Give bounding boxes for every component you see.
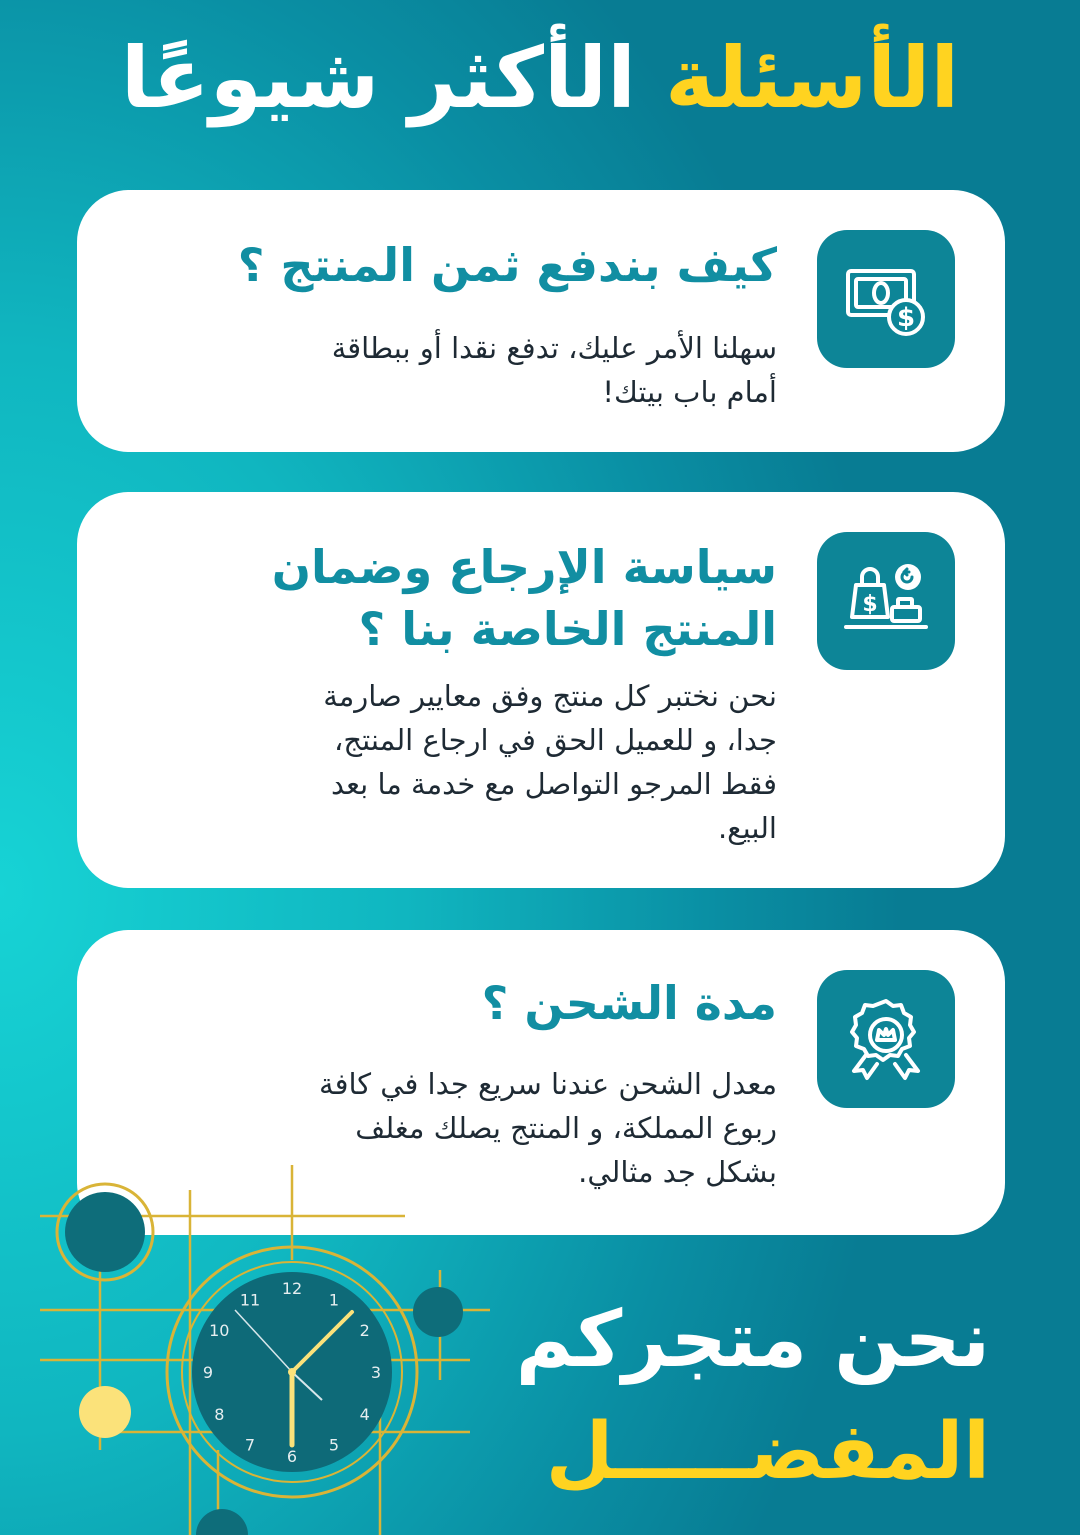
faq-card-returns: [77, 492, 1005, 888]
clock-number: 11: [239, 1290, 261, 1310]
clock-number: 6: [286, 1447, 298, 1466]
faq-question: كيف بندفع ثمن المنتج ؟: [237, 238, 777, 292]
wall-clock-decoration: [0, 1150, 520, 1535]
answer-line: فقط المرجو التواصل مع خدمة ما بعد: [330, 767, 777, 801]
decor-ball-yellow: [79, 1386, 131, 1438]
answer-line: سهلنا الأمر عليك، تدفع نقدا أو ببطاقة: [331, 331, 777, 365]
title-highlight: الأسئلة: [665, 29, 960, 127]
cash-payment-icon: [836, 249, 936, 349]
svg-text:$: $: [896, 303, 916, 333]
answer-line: ربوع المملكة، و المنتج يصلك مغلف: [355, 1111, 777, 1145]
question-line: المنتج الخاصة بنا ؟: [358, 602, 777, 656]
question-line: سياسة الإرجاع وضمان: [271, 540, 777, 594]
faq-question: [117, 536, 777, 660]
payment-icon-box: [817, 230, 955, 368]
clock-number: 12: [281, 1279, 303, 1298]
answer-line: نحن نختبر كل منتج وفق معايير صارمة: [323, 679, 777, 713]
decor-ball: [65, 1192, 145, 1272]
clock-number: 5: [328, 1435, 340, 1455]
faq-card-payment: [77, 190, 1005, 452]
clock-center: [288, 1368, 296, 1376]
faq-answer: [117, 674, 777, 850]
clock-number: 4: [359, 1405, 370, 1424]
decor-ball: [196, 1509, 248, 1535]
answer-line: أمام باب بيتك!: [602, 375, 777, 409]
shopping-return-icon: [836, 551, 936, 651]
clock-number: 7: [244, 1435, 256, 1455]
slogan: [470, 1290, 990, 1502]
slogan-line-1: نحن متجركم: [515, 1295, 990, 1385]
answer-line: بشكل جد مثالي.: [578, 1155, 777, 1189]
clock-number: 1: [328, 1290, 340, 1310]
faq-question: مدة الشحن ؟: [481, 976, 777, 1030]
svg-text:$: $: [862, 592, 878, 617]
decor-ball: [413, 1287, 463, 1337]
faq-answer: [117, 326, 777, 414]
page-title: [0, 28, 1080, 129]
clock-number: 9: [202, 1363, 214, 1382]
slogan-line-2: المفضـــــل: [545, 1407, 990, 1497]
answer-line: جدا، و للعميل الحق في ارجاع المنتج،: [334, 723, 777, 757]
shipping-icon-box: [817, 970, 955, 1108]
clock-number: 2: [359, 1321, 370, 1340]
clock-number: 8: [214, 1405, 225, 1424]
answer-line: البيع.: [717, 811, 777, 845]
clock-number: 3: [370, 1363, 382, 1382]
title-rest: الأكثر شيوعًا: [120, 29, 636, 127]
quality-badge-icon: [836, 989, 936, 1089]
returns-icon-box: [817, 532, 955, 670]
answer-line: معدل الشحن عندنا سريع جدا في كافة: [319, 1067, 777, 1101]
clock-number: 10: [209, 1321, 230, 1340]
